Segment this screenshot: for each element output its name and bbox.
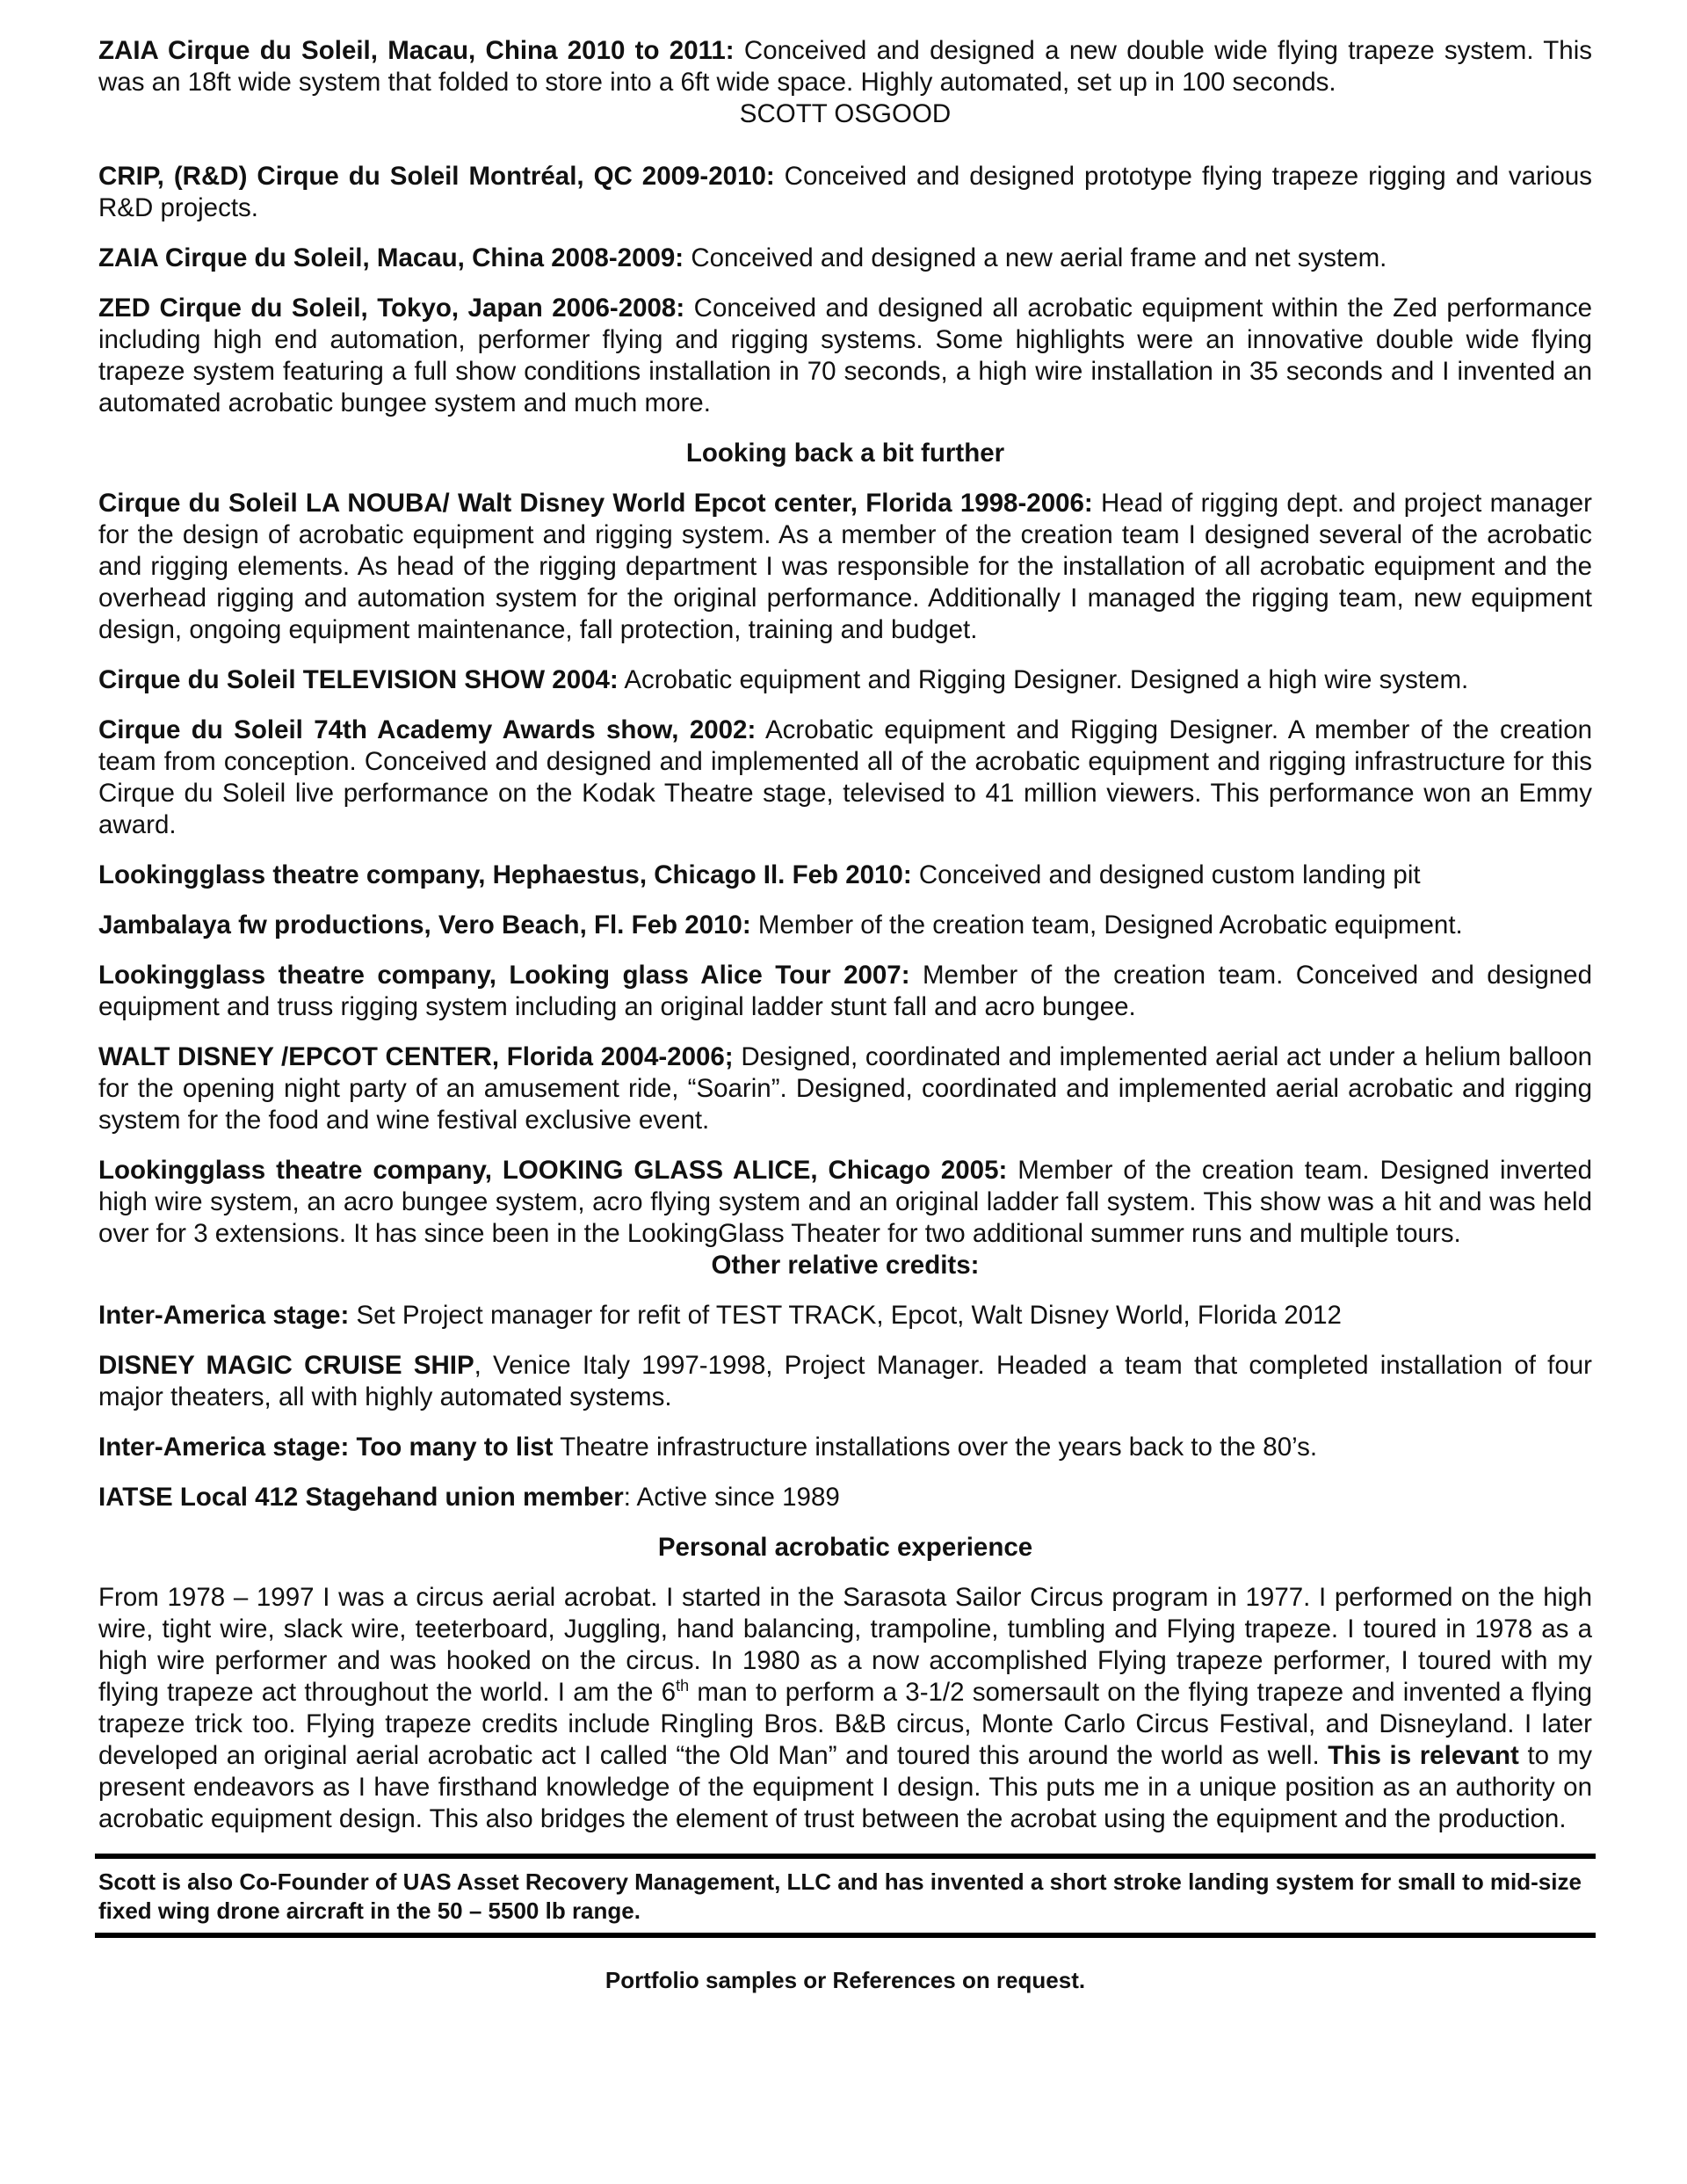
entry-text: Head of rigging dept. and project manager for the design of acrobatic equipment and rigging system. As a member of the creation team I designed several of the acrobatic and rigging elements. As head of the rigging department I was responsible for the installation of all acrobatic equipment and the overhead rigging and automation system for the original performance. Additionally I managed the rigging team, new equipment design, ongoing equipment maintenance, fall protection, training and budget. <box>98 489 1592 644</box>
personal-text-2: man to perform a 3-1/2 somersault on the flying trapeze and invented a flying trapeze trick too. Flying trapeze credits include Ringling Bros. B&B circus, Monte Carlo Circus Festival, and Disneyland. I later developed an original aerial acrobatic act I called “the Old Man” and toured this around the world as well. <box>98 1678 1593 1770</box>
entry-text: Acrobatic equipment and Rigging Designer. Designed a high wire system. <box>618 665 1469 694</box>
entry-title: WALT DISNEY /EPCOT CENTER, Florida 2004-2006; <box>98 1042 734 1071</box>
entry-title: Inter-America stage: Too many to list <box>98 1433 554 1462</box>
entry-alice-tour <box>98 960 1592 1023</box>
portfolio-note: Portfolio samples or References on request. <box>605 1967 1086 1993</box>
entry-title: Cirque du Soleil 74th Academy Awards show, 2002: <box>98 715 757 744</box>
entry-crip <box>98 161 1592 224</box>
entry-text: Theatre infrastructure installations over the years back to the 80’s. <box>553 1433 1318 1462</box>
heading-other-credits: Other relative credits: <box>711 1251 980 1280</box>
personal-text-1: From 1978 – 1997 I was a circus aerial acrobat. I started in the Sarasota Sailor Circus program in 1977. I performed on the high wire, tight wire, slack wire, teeterboard, Juggling, hand balancing, trampoline, tumbling and Flying trapeze. I toured in 1978 as a high wire performer and was hooked on the circus. In 1980 as a now accomplished Flying trapeze performer, I toured with my flying trapeze act throughout the world. I am the 6 <box>98 1583 1592 1707</box>
entry-text: Conceived and designed a new double wide flying trapeze system. This was an 18ft wide system that folded to store into a 6ft wide space. Highly automated, set up in 100 seconds. <box>98 36 1592 97</box>
personal-ordinal-suffix: th <box>676 1677 690 1695</box>
entry-disney-magic <box>98 1350 1592 1413</box>
entry-title: IATSE Local 412 Stagehand union member <box>98 1483 624 1512</box>
heading-looking-back: Looking back a bit further <box>685 439 1005 468</box>
callout-bottom-rule <box>95 1933 1596 1938</box>
entry-text: Member of the creation team. Designed inverted high wire system, an acro bungee system, acro flying system and an original ladder fall system. This show was a hit and was held over for 3 extensions. It has since been in the LookingGlass Theater for two additional summer runs and multiple tours. <box>98 1156 1592 1248</box>
entry-looking-glass-alice <box>98 1155 1592 1250</box>
entry-zaia-2008 <box>98 243 1592 274</box>
entry-title: Lookingglass theatre company, LOOKING GLASS ALICE, Chicago 2005: <box>98 1156 1008 1185</box>
entry-zed <box>98 293 1592 419</box>
personal-experience-paragraph <box>98 1582 1592 1835</box>
heading-personal: Personal acrobatic experience <box>657 1533 1033 1562</box>
entry-jambalaya <box>98 910 1592 941</box>
entry-title: Jambalaya fw productions, Vero Beach, Fl. Feb 2010: <box>98 911 751 940</box>
entry-academy-awards <box>98 715 1592 841</box>
entry-title: CRIP, (R&D) Cirque du Soleil Montréal, QC 2009-2010: <box>98 162 775 191</box>
entry-zaia-2010 <box>98 35 1592 98</box>
entry-title: Lookingglass theatre company, Hephaestus, Chicago Il. Feb 2010: <box>98 860 912 889</box>
entry-test-track <box>98 1300 1592 1331</box>
entry-text: Set Project manager for refit of TEST TRACK, Epcot, Walt Disney World, Florida 2012 <box>349 1301 1342 1330</box>
entry-title: ZAIA Cirque du Soleil, Macau, China 2008-2009: <box>98 243 684 272</box>
entry-title: DISNEY MAGIC CRUISE SHIP <box>98 1351 474 1380</box>
entry-television-show <box>98 664 1592 696</box>
entry-text: Designed, coordinated and implemented aerial act under a helium balloon for the opening night party of an amusement ride, “Soarin”. Designed, coordinated and implemented aerial acrobatic and rigging system for the food and wine festival exclusive event. <box>98 1042 1593 1135</box>
entry-hephaestus <box>98 860 1592 891</box>
entry-title: Cirque du Soleil LA NOUBA/ Walt Disney World Epcot center, Florida 1998-2006: <box>98 489 1093 518</box>
entry-text: Conceived and designed custom landing pit <box>911 860 1421 889</box>
entry-text: Conceived and designed prototype flying trapeze rigging and various R&D projects. <box>98 162 1592 222</box>
entry-too-many <box>98 1432 1592 1463</box>
entry-disney-epcot <box>98 1041 1592 1136</box>
entry-text: Member of the creation team. Conceived and designed equipment and truss rigging system including an original ladder stunt fall and acro bungee. <box>98 961 1592 1021</box>
running-header: SCOTT OSGOOD <box>739 99 952 128</box>
entry-title: ZED Cirque du Soleil, Tokyo, Japan 2006-2008: <box>98 294 685 323</box>
entry-iatse <box>98 1482 1592 1513</box>
entry-title: Inter-America stage: <box>98 1301 350 1330</box>
entry-text: : Active since 1989 <box>623 1483 840 1512</box>
entry-title: ZAIA Cirque du Soleil, Macau, China 2010 to 2011: <box>98 36 735 65</box>
entry-text: Conceived and designed a new aerial frame and net system. <box>684 243 1387 272</box>
entry-text: Member of the creation team, Designed Acrobatic equipment. <box>750 911 1463 940</box>
entry-la-nouba <box>98 488 1592 646</box>
personal-text-3: to my present endeavors as I have firsthand knowledge of the equipment I design. This puts me in a unique position as an authority on acrobatic equipment design. This also bridges the element of trust between the acrobat using the equipment and the production. <box>98 1741 1592 1833</box>
entry-text: Conceived and designed all acrobatic equipment within the Zed performance including high end automation, performer flying and rigging systems. Some highlights were an innovative double wide flying trapeze system featuring a full show conditions installation in 70 seconds, a high wire installation in 35 seconds and I invented an automated acrobatic bungee system and much more. <box>98 294 1592 417</box>
personal-emphasis: This is relevant <box>1328 1741 1519 1770</box>
entry-text: Acrobatic equipment and Rigging Designer. A member of the creation team from conception. Conceived and designed and implemented all of the acrobatic equipment and rigging infrastructure for this Cirque du Soleil live performance on the Kodak Theatre stage, televised to 41 million viewers. This performance won an Emmy award. <box>98 715 1593 839</box>
entry-title: Cirque du Soleil TELEVISION SHOW 2004: <box>98 665 619 694</box>
entry-text: , Venice Italy 1997-1998, Project Manager. Headed a team that completed installation of four major theaters, all with highly automated systems. <box>98 1351 1592 1411</box>
co-founder-callout: Scott is also Co-Founder of UAS Asset Recovery Management, LLC and has invented a short stroke landing system for small to mid-size fixed wing drone aircraft in the 50 – 5500 lb range. <box>98 1868 1582 1924</box>
entry-title: Lookingglass theatre company, Looking glass Alice Tour 2007: <box>98 961 910 990</box>
